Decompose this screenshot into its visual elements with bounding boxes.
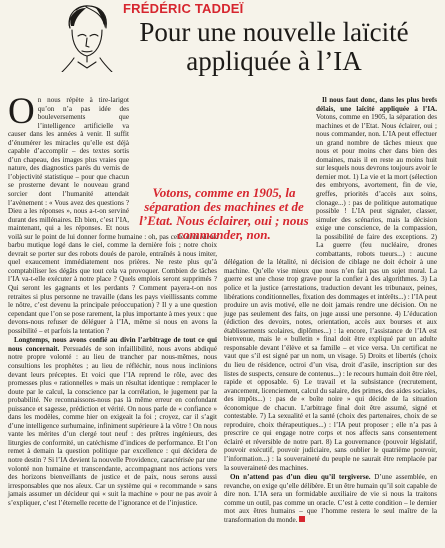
paragraph xyxy=(224,96,437,472)
paragraph xyxy=(224,473,437,524)
author-name: FRÉDÉRIC TADDEÏ xyxy=(123,1,244,16)
title-line-2: appliquée à l’IA xyxy=(186,46,362,76)
end-square-icon xyxy=(299,516,305,522)
paragraph xyxy=(8,336,217,507)
left-column xyxy=(8,91,217,507)
drop-cap: O xyxy=(8,91,35,132)
paragraph-lead: Il nous faut donc, dans les plus brefs délais, une laïcité appliquée à l’IA. xyxy=(316,96,437,113)
paragraph-text: n nous répète à tire-larigot qu’on n’a pas idée des bouleversements que l’intelligence artificielle va causer dans les années à venir. Il suffit d’énumérer les miracles qu’elle est déjà capable d’accomplir – des textes sortis d’un chapeau, des images plus vraies que nature, des diagnostics parés du vernis de l’objectivité statistique – pour que chacun se prosterne devant le nouveau grand sorcier dont l’humanité attendait l’avènement : « Vous avez des questions ? Dieu a les réponses », nous a-t-on serviné durant des millénaires. Eh bien, c’est l’IA, maintenant, qui a les réponses. Et nous voilà sur le point de lui donner forme humaine : oh, pas celle d’un vieux barbu mutique logé dans le ciel, comme la dernière fois ; notre choix devrait se porter sur des robots doués de parole, entraînés à nous imiter, quel exaucement immédiatement nos prières. Ne reste plus qu’à comptabiliser les dégâts que tout cela va provoquer. Combien de tâches l’IA va-t-elle exécuter à notre place ? Quels emplois seront supprimés ? Qui seront les gagnants et les perdants ? Comment payera-t-on nos retraites si plus personne ne travaille (dans les pays vieillissants comme le nôtre, c’est devenu la principale préoccupation) ? Il y a une question cependant que l’on se pose rarement, la plus importante à mes yeux : que devons-nous refuser de déléguer à l’IA, même si nous en avons la possibilité – et parfois la tentation ? xyxy=(8,96,217,335)
right-column xyxy=(224,96,437,524)
paragraph-lead: On n’attend pas d’un dieu qu’il tergiverse. xyxy=(230,473,371,482)
pull-quote: Votons, comme en 1905, la séparation des machines et de l’Etat. Nous éclairer, oui ; nous commander, non. xyxy=(139,185,309,242)
paragraph-lead: Longtemps, nous avons confié au divin l’arbitrage de tout ce qui nous concernait. xyxy=(8,336,217,353)
article-title xyxy=(104,18,444,76)
title-line-1: Pour une nouvelle laïcité xyxy=(139,17,409,47)
paragraph-text: D’une assemblée, en revanche, on exige qu’elle délibère. Et un être humain qu’il soit capable de dire non. L’IA sera un formidable auxiliaire de vie si nous la traitons comme un outil, pas comme un oracle. C’est à cette condition – le dernier mot aux êtres humains – que l’homme restera le seul maître de la transformation du monde. xyxy=(224,473,437,524)
paragraph-text: Persuadés de son infaillibilité, nous avons abdiqué notre propre volonté : au lieu de trancher par nous-mêmes, nous consultions les prophètes ; au lieu de réfléchir, nous nous inclinions devant leurs préceptes. Et voici que l’IA reprend le rôle, avec des promesses plus « rationnelles » mais un résultat identique : remplacer le doute par le calcul, la conscience par la corrélation, le jugement par la probabilité. Ne reconnaissons-nous pas là même erreur en confondant puissance et sagesse, prédiction et vérité. On nous parle de « confiance » dans les modèles, comme hier on exigeait la foi ; croyez, car il s’agit d’une intelligence surhumaine, infiniment supérieure à la vôtre ! On nous vante les mérites d’un clergé tout neuf : des prêtres ingénieurs, des liturgies de conformité, un catéchisme d’indices de performance. Et l’on remet à demain la question politique par excellence : qui décidera de notre destin ? Si l’IA devient la nouvelle Providence, caractérisée par une volonté non humaine et transcendante, accompagnant nos actions vers des horizons bienveillants de justice et de paix, nous serons aussi irresponsables que nos aïeux. Car un système qui « recommande » sans jamais assumer un décideur qui « suit la machine » pour ne pas avoir à s’expliquer, c’est l’éternelle recette de l’ignorance et de l’injustice. xyxy=(8,344,217,507)
article-header xyxy=(0,0,445,88)
paragraph-text: Votons, comme en 1905, la séparation des machines et de l’Etat. Nous éclairer, oui ; nous commander, non. L’IA peut effectuer un grand nombre de tâches mieux que nous et pour moins cher dans bien des domaines, mais il en reste au moins huit sur lesquels nous devrons toujours avoir le dernier mot. 1) La vie et la mort (sélection des embryons, avortement, fin de vie, greffes, priorités d’accès aux soins, clonage...) : pas de politique automatique possible ! L’IA peut signaler, classer, simuler des scénarios, mais la décision exige une conscience, de la compassion, la possibilité de faire des exceptions. 2) La guerre (feu nucléaire, drones combattants, robots tueurs...) : aucune délégation de la létalité, ni décision de ciblage ne doit échoir à une machine. Qu’elle vise mieux que nous n’en fait pas un sujet moral. La guerre est une chose trop grave pour la confier à des algorithmes. 3) La police et la justice (arrestations, traduction devant les tribunaux, peines, libérations conditionnelles, fixation des dommages et intérêts...) : l’IA peut produire un avis motivé, elle ne doit jamais rendre une décision. On ne juge pas seulement des faits, on juge aussi une personne. 4) L’éducation (édiction des devoirs, notes, orientation, accès aux bourses et aux établissements scolaires, diplômes...) : la encore, l’assistance de l’IA est bienvenue, mais le « bulletin » final doit être expliqué par un adulte responsable devant l’élève et sa famille – et vice versa. Un certificat ne vaut que s’il est signé par un nom, un visage. 5) Droits et libertés (choix du lieu de résidence, octroi d’un visa, droit d’asile, inscription sur des listes de suspects, censure de contenus...) : le recours humain doit être réel, rapide et opposable. 6) Le travail et la subsistance (recrutement, avancement, licenciement, calcul du salaire, des primes, des aides sociales, des impôts...) : pas de « boîte noire » qui décide de la situation économique de chacun. L’arbitrage final doit être assumé, signé et contestable. 7) La sexualité et la santé (choix des partenaires, choix de se reproduire, choix thérapeutiques...) : l’IA peut proposer ; elle n’a pas à prescrire ce qui engage notre corps et nos affects sans consentement éclairé et réversible de notre part. 8) La gouvernance (pouvoir législatif, pouvoir exécutif, pouvoir judiciaire, sans oublier le quatrième pouvoir, l’information...) : la souveraineté du peuple ne saurait être remplacée par la souveraineté des machines. xyxy=(224,113,437,472)
